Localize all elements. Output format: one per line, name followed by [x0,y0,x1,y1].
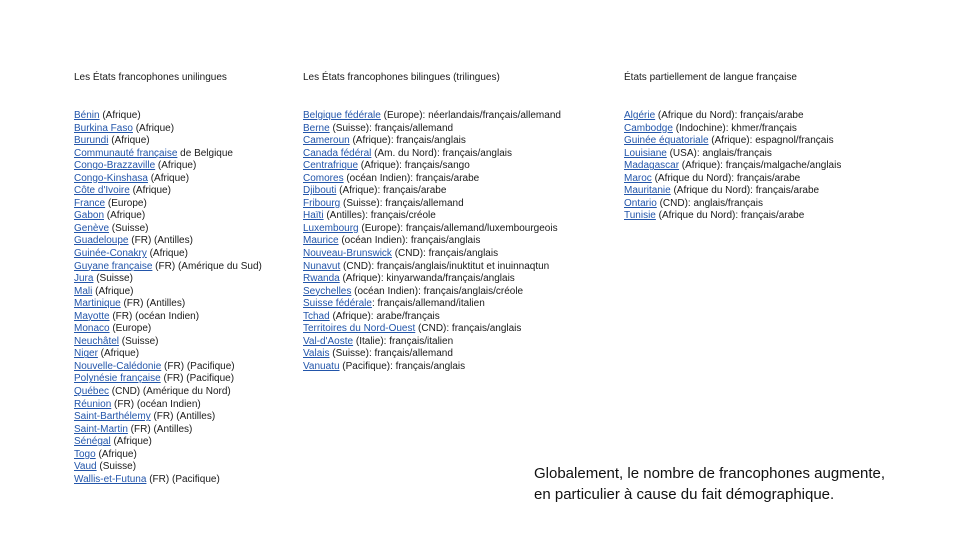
item-detail: (océan Indien): français/anglais/créole [351,285,524,297]
item-link[interactable]: Polynésie française [74,373,161,385]
item-link[interactable]: Tunisie [624,210,656,222]
item-link[interactable]: Monaco [74,323,110,335]
list-item [74,298,262,311]
item-link[interactable]: Maroc [624,172,652,184]
item-link[interactable]: Guyane française [74,260,153,272]
item-detail: (Afrique) [110,436,152,448]
item-detail: (FR) (océan Indien) [109,310,200,322]
list-item [74,123,262,136]
item-detail: (Afrique): kinyarwanda/français/anglais [339,273,515,285]
list-item [74,173,262,186]
item-link[interactable]: Neuchâtel [74,335,120,347]
item-detail: (Afrique) [99,110,141,121]
item-link[interactable]: Seychelles [303,285,352,297]
item-link[interactable]: Djibouti [303,185,337,197]
item-detail: (Afrique) [104,210,146,222]
item-detail: (FR) (Antilles) [150,411,216,423]
item-link[interactable]: Berne [303,122,330,134]
list-item [74,323,262,336]
summary-line: en particulier à cause du fait démographique. [534,486,835,503]
list-item [74,210,262,223]
list-item [74,361,262,374]
item-detail: (Afrique): français/malgache/anglais [679,160,842,172]
list-item [74,160,262,173]
item-detail: : français/allemand/italien [371,298,485,310]
item-detail: (Afrique du Nord): français/arabe [651,172,801,184]
list-item [74,148,262,161]
item-detail: (USA): anglais/français [666,147,772,159]
item-detail: (FR) (Pacifique) [160,373,235,385]
item-detail: (FR) (Antilles) [128,235,193,247]
list-item [303,286,561,299]
list-item [303,336,561,349]
item-detail: (Afrique) [95,448,137,460]
item-link[interactable]: Rwanda [303,273,340,285]
item-link[interactable]: Niger [74,348,98,360]
list-item [74,386,262,399]
item-detail: (CND): français/anglais [391,248,499,260]
list-item [624,123,841,136]
item-detail: (océan Indien): français/anglais [338,235,481,247]
list-item [624,173,841,186]
list-item [303,135,561,148]
summary-note [534,463,885,505]
item-detail: (Europe): néerlandais/français/allemand [380,110,561,121]
list-item [74,336,262,349]
item-detail: (Europe) [109,323,152,335]
item-detail: (Indochine): khmer/français [672,122,797,134]
list-item [74,399,262,412]
item-link[interactable]: Territoires du Nord-Ouest [303,323,416,335]
item-link[interactable]: Guadeloupe [74,235,129,247]
item-detail: (Afrique) [92,285,134,297]
item-link[interactable]: Jura [74,273,94,285]
item-link[interactable]: France [74,197,106,209]
item-detail: (CND): français/anglais [415,323,522,335]
list-item [303,323,561,336]
item-link[interactable]: Nouvelle-Calédonie [74,360,162,372]
list-item [303,361,561,374]
list-item [74,286,262,299]
item-detail: (Suisse): français/allemand [340,197,464,209]
item-link[interactable]: Burundi [74,135,109,147]
list-item [74,261,262,274]
item-detail: (CND): français/anglais/inuktitut et inuinnaqtun [340,260,550,272]
list-item [74,436,262,449]
list-item [303,198,561,211]
item-detail: (Suisse) [96,461,137,473]
item-detail: (FR) (Pacifique) [161,360,235,372]
item-detail: (Afrique du Nord): français/arabe [670,185,820,197]
item-link[interactable]: Mauritanie [624,185,671,197]
item-link[interactable]: Congo-Kinshasa [74,172,148,184]
item-detail: de Belgique [177,147,233,159]
list-item [624,135,841,148]
item-link[interactable]: Gabon [74,210,105,222]
item-detail: (Afrique): français/sango [358,160,470,172]
item-link[interactable]: Genève [74,222,110,234]
list-item [303,311,561,324]
item-detail: (Afrique) [97,348,140,360]
item-link[interactable]: Belgique fédérale [303,110,381,121]
item-link[interactable]: Saint-Martin [74,423,128,435]
item-detail: (Afrique) [155,160,197,172]
item-link[interactable]: Vaud [74,461,97,473]
item-link[interactable]: Ontario [624,197,657,209]
list-item [303,298,561,311]
list-item [303,210,561,223]
list-item [624,185,841,198]
item-link[interactable]: Fribourg [303,197,341,209]
item-link[interactable]: Mayotte [74,310,110,322]
list-item [303,235,561,248]
list-item [303,348,561,361]
list-item [74,449,262,462]
item-detail: (Afrique) [147,172,190,184]
list-item [303,123,561,136]
item-detail: (Afrique): français/anglais [349,135,466,147]
item-link[interactable]: Bénin [74,110,100,121]
item-detail: (FR) (Pacifique) [146,473,220,485]
list-item [303,148,561,161]
list-item [74,461,262,474]
item-link[interactable]: Congo-Brazzaville [74,160,156,172]
item-detail: (Suisse) [119,335,159,347]
list-item [74,348,262,361]
item-link[interactable]: Centrafrique [303,160,359,172]
list-item [74,223,262,236]
list-item [74,235,262,248]
item-detail: (océan Indien): français/arabe [343,172,480,184]
item-link[interactable]: Vanuatu [303,360,340,372]
list-item [303,223,561,236]
item-link[interactable]: Valais [303,348,330,360]
column-title: Les États francophones bilingues (trilingues) [303,72,500,83]
list-item [624,210,841,223]
list-item [303,160,561,173]
item-link[interactable]: Québec [74,386,110,398]
item-detail: (Afrique du Nord): français/arabe [655,210,805,222]
item-link[interactable]: Louisiane [624,147,667,159]
list-item [303,248,561,261]
list-item [74,474,262,487]
item-link[interactable]: Haïti [303,210,324,222]
item-detail: (Pacifique): français/anglais [339,360,466,372]
item-detail: (Afrique) [132,122,175,134]
list-item [74,311,262,324]
item-link[interactable]: Saint-Barthélemy [74,411,151,423]
item-detail: (FR) (Antilles) [120,298,186,310]
item-link[interactable]: Mali [74,285,93,297]
item-detail: (Afrique) [146,248,188,260]
item-detail: (FR) (Amérique du Sud) [152,260,262,272]
item-detail: (Europe) [105,197,147,209]
item-detail: (Suisse): français/allemand [329,348,453,360]
item-detail: (Afrique du Nord): français/arabe [655,110,804,121]
item-link[interactable]: Réunion [74,398,112,410]
item-list [74,110,262,486]
column-title: Les États francophones unilingues [74,72,227,83]
list-item [624,110,841,123]
list-item [74,185,262,198]
item-detail: (FR) (Antilles) [127,423,193,435]
item-link[interactable]: Canada fédéral [303,147,372,159]
list-item [624,148,841,161]
list-item [303,273,561,286]
item-detail: (Suisse) [109,222,149,234]
list-item [624,198,841,211]
item-link[interactable]: Maurice [303,235,339,247]
item-link[interactable]: Suisse fédérale [303,298,372,310]
item-link[interactable]: Guinée-Conakry [74,248,147,260]
list-item [74,411,262,424]
list-item [74,110,262,123]
list-item [303,110,561,123]
item-detail: (Antilles): français/créole [323,210,436,222]
item-link[interactable]: Tchad [303,310,330,322]
item-link[interactable]: Algérie [624,110,656,121]
item-link[interactable]: Wallis-et-Futuna [74,473,147,485]
list-item [74,135,262,148]
item-detail: (Am. du Nord): français/anglais [371,147,513,159]
list-item [74,424,262,437]
item-link[interactable]: Togo [74,448,96,460]
item-link[interactable]: Nouveau-Brunswick [303,248,392,260]
item-link[interactable]: Nunavut [303,260,341,272]
list-item [303,261,561,274]
list-item [74,273,262,286]
list-item [74,373,262,386]
item-link[interactable]: Val-d'Aoste [303,335,354,347]
list-item [624,160,841,173]
item-link[interactable]: Communauté française [74,147,178,159]
item-link[interactable]: Burkina Faso [74,122,133,134]
column-title: États partiellement de langue française [624,72,797,83]
item-list [624,110,841,223]
item-detail: (FR) (océan Indien) [111,398,201,410]
item-detail: (CND) (Amérique du Nord) [109,386,231,398]
item-detail: (Afrique): français/arabe [336,185,447,197]
item-detail: (Afrique): arabe/français [329,310,440,322]
item-detail: (Suisse) [93,273,133,285]
item-detail: (Europe): français/allemand/luxembourgeois [358,222,558,234]
item-detail: (Afrique) [108,135,150,147]
item-link[interactable]: Martinique [74,298,121,310]
item-detail: (CND): anglais/français [656,197,763,209]
list-item [303,185,561,198]
item-detail: (Afrique): espagnol/français [708,135,834,147]
item-link[interactable]: Sénégal [74,436,111,448]
list-item [74,248,262,261]
list-item [74,198,262,211]
item-link[interactable]: Madagascar [624,160,680,172]
item-detail: (Italie): français/italien [353,335,454,347]
summary-line: Globalement, le nombre de francophones augmente, [534,465,886,482]
item-link[interactable]: Cameroun [303,135,350,147]
item-link[interactable]: Cambodge [624,122,673,134]
item-detail: (Afrique) [129,185,171,197]
item-detail: (Suisse): français/allemand [329,122,454,134]
item-link[interactable]: Luxembourg [303,222,359,234]
item-link[interactable]: Guinée équatoriale [624,135,709,147]
item-link[interactable]: Côte d'Ivoire [74,185,130,197]
item-link[interactable]: Comores [303,172,344,184]
item-list [303,110,561,373]
list-item [303,173,561,186]
